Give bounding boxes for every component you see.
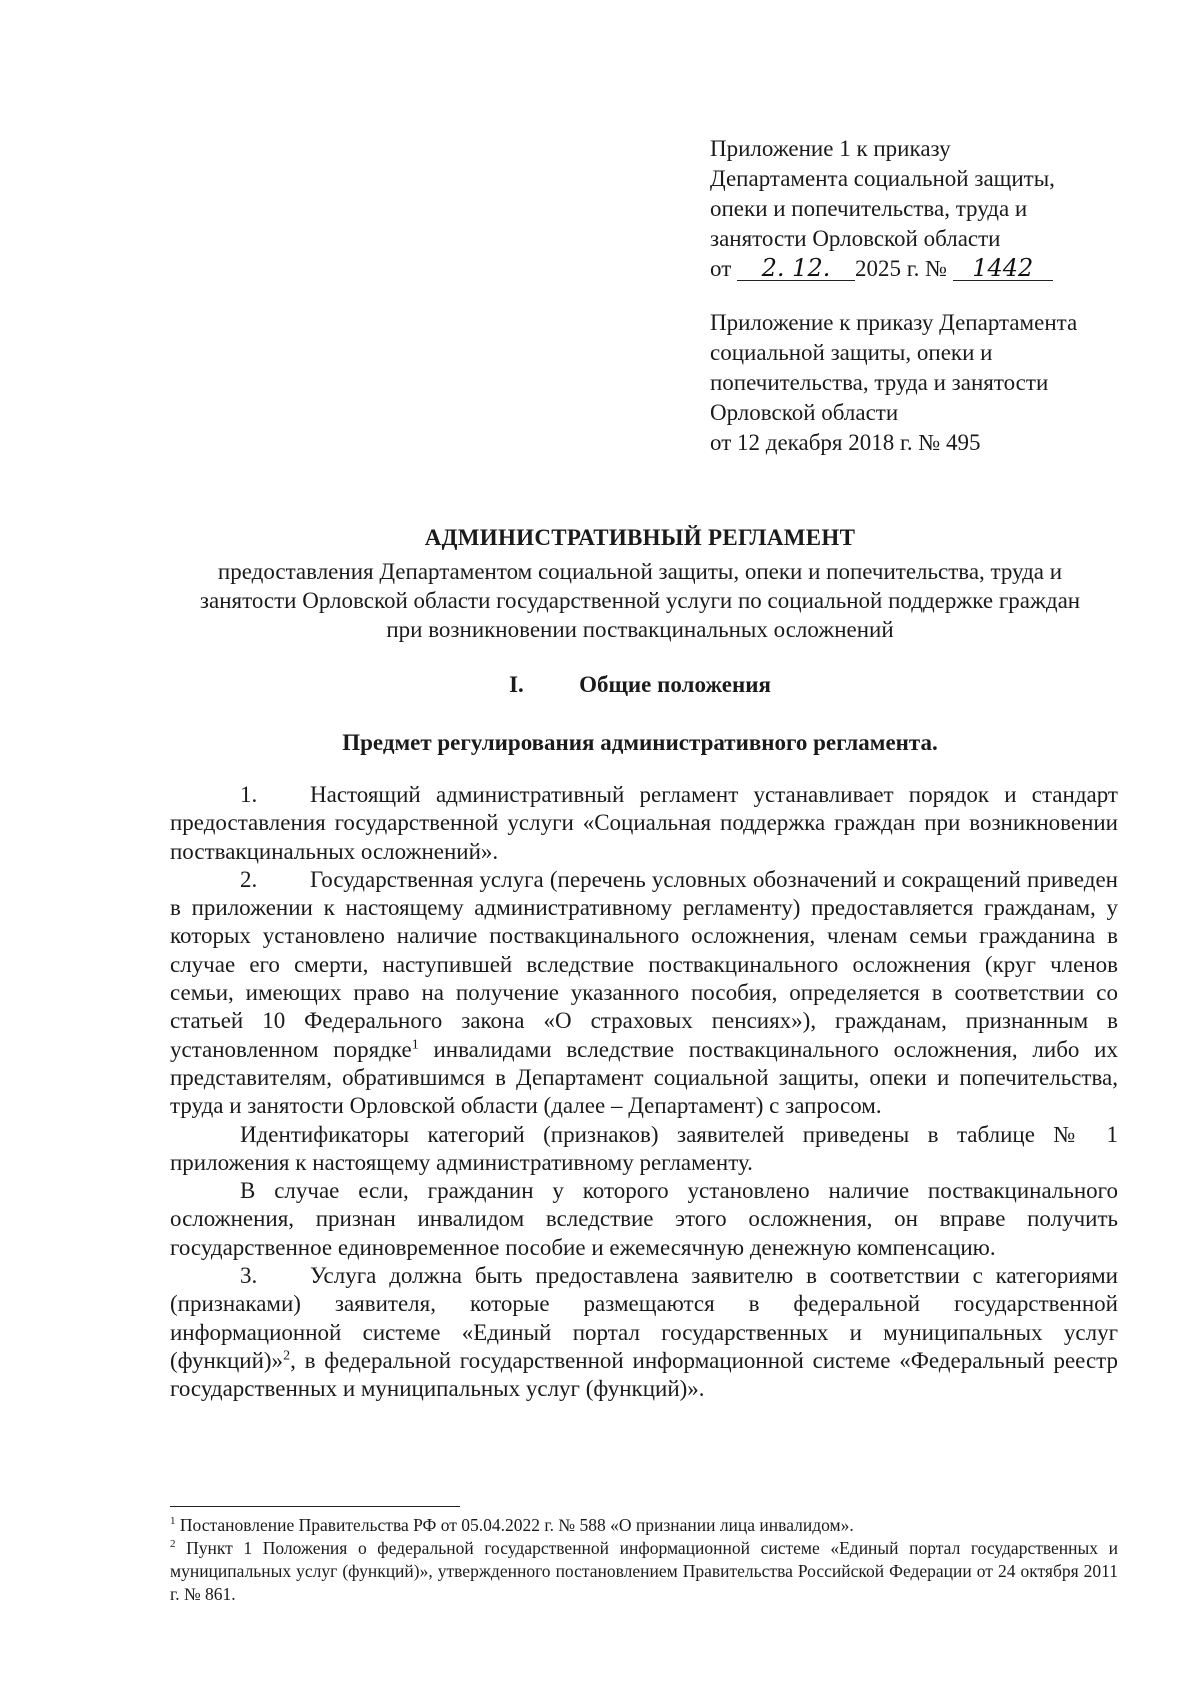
year-text: 2025 г. № [855,256,948,281]
paragraph-case: В случае если, гражданин у которого установлено наличие поствакцинального осложнения, признан инвалидом вследствие этого осложнения, он вправе получить государственное единовременное пособие и ежемесячную денежную компенсацию. [170,1178,1118,1260]
date-prefix: от [710,256,732,281]
appendix-2-line: попечительства, труда и занятости [710,370,1049,395]
footnotes [170,1514,1118,1606]
subtitle-line: при возникновении поствакцинальных осложнений [386,617,894,642]
paragraph-number: 1. [240,782,258,807]
paragraph-text: инвалидами вследствие поствакцинального осложнения, либо их представителям, обратившимся в Департамент социальной защиты, опеки и попечительства, труда и занятости Орловской области (далее – Департамент) с запросом. [170,1036,1118,1119]
footnote-ref: 2 [283,1348,291,1364]
section-heading [160,672,1120,698]
footnote-ref: 1 [411,1037,419,1053]
appendix-2-block [710,308,1130,458]
appendix-2-line: Приложение к приказу Департамента [710,310,1078,335]
appendix-1-line: занятости Орловской области [710,226,1001,251]
section-title: Общие положения [579,672,771,697]
subtitle-line: предоставления Департаментом социальной защиты, опеки и попечительства, труда и [217,559,1063,584]
footnote-divider [170,1506,460,1507]
handwritten-date: 2. 12. [737,256,855,281]
footnote-2 [170,1537,1118,1606]
document-subtitle [160,557,1120,644]
paragraph-number: 3. [240,1263,258,1289]
appendix-2-line: Орловской области [710,400,899,425]
subsection-heading: Предмет регулирования административного регламента. [342,730,938,755]
paragraph-2 [170,866,1118,1121]
appendix-1-date-line [710,254,1130,284]
footnote-text: Пункт 1 Положения о федеральной государственной информационной системе «Единый портал государственных и муниципальных услуг (функций)», утвержденного постановлением Правительства Российской Федерации от 24 октября 2011 г. № 861. [170,1538,1118,1604]
appendix-2-line: от 12 декабря 2018 г. № 495 [710,430,981,455]
appendix-1-line: опеки и попечительства, труда и [710,196,1028,221]
appendix-1-line: Департамента социальной защиты, [710,166,1055,191]
section-number: I. [509,672,524,697]
paragraph-1 [170,781,1118,866]
document-body [170,781,1118,1404]
appendix-1-block [710,134,1130,284]
footnote-mark: 1 [170,1515,176,1528]
paragraph-text: , в федеральной государственной информационной системе «Федеральный реестр государственных и муниципальных услуг (функций)». [170,1347,1118,1402]
handwritten-number: 1442 [953,256,1053,281]
paragraph-number: 2. [240,866,258,892]
paragraph-3 [170,1262,1118,1403]
footnote-1 [170,1514,1118,1537]
footnote-text: Постановление Правительства РФ от 05.04.2022 г. № 588 «О признании лица инвалидом». [175,1515,854,1535]
paragraph-text: Государственная услуга (перечень условных обозначений и сокращений приведен в приложении к настоящему административному регламенту) предоставляется гражданам, у которых установлено наличие поствакцинального осложнения, членам семьи гражданина в случае его смерти, наступившей вследствие поствакцинального осложнения (круг членов семьи, имеющих право на получение указанного пособия, определяется в соответствии со статьей 10 Федерального закона «О страховых пенсиях»), гражданам, признанным в установленном порядке [170,866,1118,1062]
paragraph-text: Услуга должна быть предоставлена заявителю в соответствии с категориями (признаками) заявителя, которые размещаются в федеральной государственной информационной системе «Единый портал государственных и муниципальных услуг (функций)» [170,1263,1118,1373]
appendix-2-line: социальной защиты, опеки и [710,340,993,365]
paragraph-text: Настоящий административный регламент устанавливает порядок и стандарт предоставления государственной услуги «Социальная поддержка граждан при возникновении поствакцинальных осложнений». [170,782,1118,864]
appendix-1-line: Приложение 1 к приказу [710,136,951,161]
paragraph-identifiers: Идентификаторы категорий (признаков) заявителей приведены в таблице № 1 приложения к настоящему административному регламенту. [170,1121,1118,1175]
subtitle-line: занятости Орловской области государственной услуги по социальной поддержке граждан [199,588,1081,613]
document-title: АДМИНИСТРАТИВНЫЙ РЕГЛАМЕНТ [424,525,856,550]
footnote-mark: 2 [170,1538,176,1551]
